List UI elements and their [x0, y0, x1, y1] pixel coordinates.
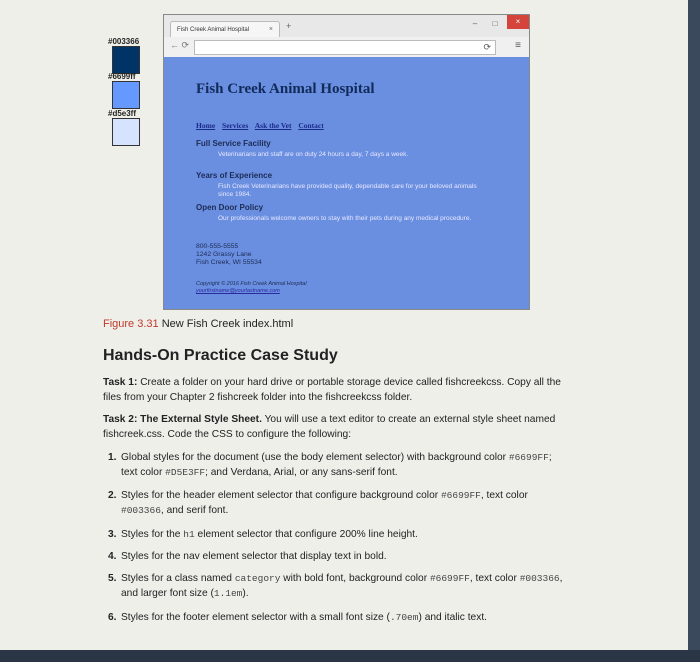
figure-label: Figure 3.31	[103, 318, 159, 330]
figure-text: New Fish Creek index.html	[161, 318, 294, 330]
web-page-content	[164, 57, 529, 309]
address-block	[196, 243, 262, 267]
item-text: Styles for a class named	[121, 573, 235, 584]
item-code: #003366	[121, 505, 161, 516]
item-text: Global styles for the document (use the body element selector) with background color	[121, 452, 509, 463]
task2-text: You will use a text editor to create an external style sheet named fishcreek.css. Code the CSS to configure the following:	[103, 414, 556, 440]
list-number: 5.	[108, 573, 117, 584]
tab-bar	[164, 15, 529, 37]
list-item	[108, 610, 573, 625]
item-code: #6699FF	[429, 573, 470, 584]
task2-paragraph	[103, 412, 573, 442]
close-window-icon[interactable]: ×	[507, 15, 529, 29]
street: 1242 Grassy Lane	[196, 251, 252, 258]
tab-title: Fish Creek Animal Hospital	[177, 27, 250, 33]
item-text: , and larger font size (	[121, 573, 563, 599]
section-heading: Hands-On Practice Case Study	[103, 347, 338, 364]
category-title: Full Service Facility	[196, 139, 271, 148]
item-text: ; and Verdana, Arial, or any sans-serif font.	[205, 467, 398, 478]
email-link[interactable]: yourfirstname@yourlastname.com	[196, 288, 280, 294]
category-title: Years of Experience	[196, 171, 273, 180]
swatch-navy	[112, 46, 140, 74]
category-text: Veterinarians and staff are on duty 24 hours a day, 7 days a week.	[218, 151, 409, 158]
item-text: , text color	[469, 573, 520, 584]
reload-icon[interactable]: ⟳	[483, 42, 491, 52]
back-arrow-icon[interactable]: ← ⟳	[170, 40, 190, 50]
category-title: Open Door Policy	[196, 203, 264, 212]
item-code: .70em	[389, 612, 419, 623]
item-code: #6699FF	[440, 490, 481, 501]
list-number: 2.	[108, 490, 117, 501]
item-text: with bold font, background color	[280, 573, 430, 584]
list-item	[108, 527, 573, 542]
page-shadow	[0, 650, 700, 662]
category-text: Our professionals welcome owners to stay with their pets during any medical procedure.	[218, 215, 472, 222]
item-text: Styles for the nav element selector that display text in bold.	[121, 551, 387, 562]
task1-paragraph	[103, 375, 573, 405]
list-item	[108, 549, 573, 564]
menu-icon[interactable]: ≡	[515, 40, 521, 51]
list-number: 4.	[108, 551, 117, 562]
item-code: #003366	[519, 573, 560, 584]
item-text: ; text color	[121, 452, 552, 478]
list-item	[108, 450, 573, 480]
list-item	[108, 571, 573, 601]
item-text: Styles for the footer element selector with a small font size (	[121, 612, 390, 623]
browser-tab[interactable]	[170, 21, 280, 37]
swatch-label-light: #d5e3ff	[108, 109, 137, 118]
swatch-label-blue: #6699ff	[108, 72, 136, 81]
site-title: Fish Creek Animal Hospital	[196, 81, 375, 97]
item-text: ).	[242, 588, 249, 599]
item-code: #6699FF	[508, 452, 549, 463]
nav-link-services[interactable]: Services	[222, 121, 249, 130]
new-tab-icon[interactable]: +	[286, 21, 292, 31]
list-number: 3.	[108, 529, 117, 540]
nav-link-home[interactable]: Home	[196, 121, 216, 130]
copyright: Copyright © 2016 Fish Creek Animal Hospital	[196, 281, 307, 287]
item-code: 1.1em	[213, 588, 243, 599]
site-nav	[196, 121, 329, 130]
minimize-icon[interactable]: –	[472, 19, 478, 28]
item-code: category	[234, 573, 281, 584]
list-number: 1.	[108, 452, 117, 463]
tab-close-icon[interactable]: ×	[268, 26, 273, 33]
nav-link-contact[interactable]: Contact	[298, 121, 324, 130]
site-footer	[196, 281, 307, 295]
phone: 800-555-5555	[196, 243, 239, 250]
category-text: Fish Creek Veterinarians have provided quality, dependable care for your beloved animals since 1984.	[218, 183, 477, 198]
item-text: , text color	[480, 490, 528, 501]
swatch-blue	[112, 81, 140, 109]
task1-text: Create a folder on your hard drive or portable storage device called fishcreekcss. Copy all the files from your Chapter 2 fishcreek folder into the fishcreekcss folder.	[103, 377, 561, 403]
task1-lead: Task 1:	[103, 377, 138, 388]
item-code: #D5E3FF	[165, 467, 206, 478]
nav-link-ask-the-vet[interactable]: Ask the Vet	[254, 121, 292, 130]
url-input[interactable]	[194, 40, 496, 55]
item-text: , and serif font.	[160, 505, 229, 516]
address-bar	[164, 37, 529, 58]
item-text: Styles for the	[121, 529, 184, 540]
browser-window	[163, 14, 530, 310]
list-number: 6.	[108, 612, 117, 623]
maximize-icon[interactable]: □	[492, 19, 498, 28]
task2-lead: Task 2: The External Style Sheet.	[103, 414, 262, 425]
figure-caption	[103, 318, 293, 330]
swatch-light	[112, 118, 140, 146]
item-code: h1	[183, 529, 195, 540]
item-text: ) and italic text.	[418, 612, 487, 623]
city: Fish Creek, WI 55534	[196, 259, 262, 266]
list-item	[108, 488, 573, 518]
item-text: element selector that configure 200% line height.	[194, 529, 418, 540]
item-text: Styles for the header element selector that configure background color	[121, 490, 441, 501]
swatch-label-navy: #003366	[108, 37, 140, 46]
